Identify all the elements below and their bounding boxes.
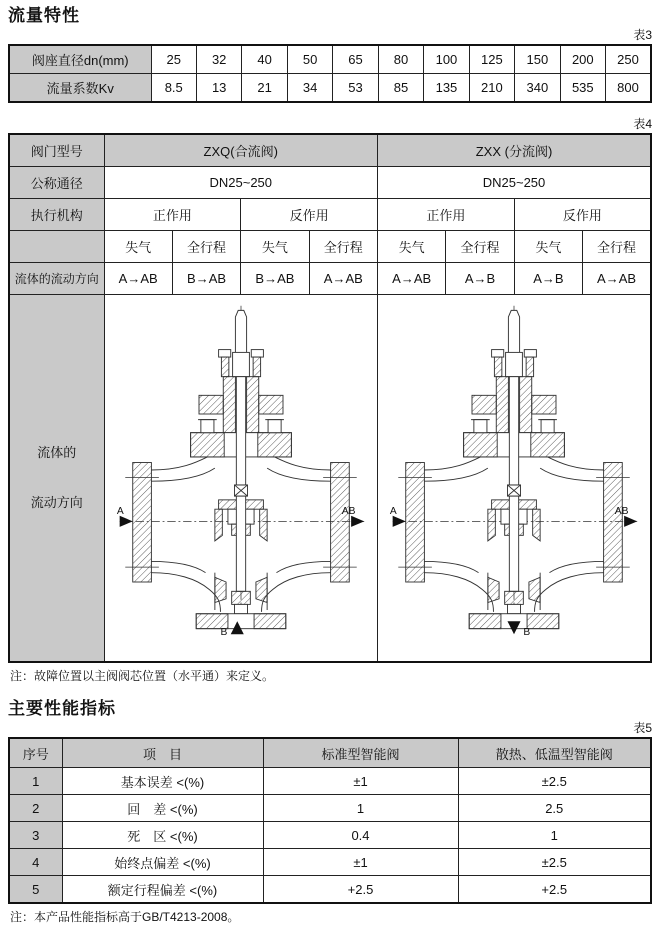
item-cell: 回 差 <(%): [62, 795, 263, 822]
model-zxx-cell: ZXX (分流阀): [378, 134, 652, 167]
lowtemp-value-cell: 1: [458, 822, 651, 849]
lowtemp-value-cell: 2.5: [458, 795, 651, 822]
lowtemp-value-cell: ±2.5: [458, 768, 651, 795]
table-row: [9, 849, 651, 876]
flow-cell: B→AB: [241, 263, 309, 295]
row-no-cell: 1: [9, 768, 62, 795]
state-cell: 失气: [104, 231, 172, 263]
standard-value-cell: ±1: [263, 768, 458, 795]
flow-cell: A→AB: [583, 263, 651, 295]
item-cell: 基本误差 <(%): [62, 768, 263, 795]
valve-diagram-zxq-cell: [104, 295, 378, 663]
dn-value-cell: 100: [424, 45, 469, 74]
dn-value-cell: 65: [333, 45, 378, 74]
table-row: [9, 263, 651, 295]
port-b-label: B: [220, 626, 228, 638]
valve-model-table: [8, 133, 652, 663]
state-cell: 全行程: [172, 231, 240, 263]
dn-value-cell: 125: [469, 45, 514, 74]
table-row: [9, 74, 651, 103]
dn-range-cell: DN25~250: [104, 167, 378, 199]
valve-cross-section-zxq: [110, 302, 372, 652]
dn-value-cell: 50: [287, 45, 332, 74]
kv-value-cell: 34: [287, 74, 332, 103]
col-item-header: 项 目: [62, 738, 263, 768]
state-cell: 失气: [378, 231, 446, 263]
standard-value-cell: 1: [263, 795, 458, 822]
dn-value-cell: 25: [151, 45, 196, 74]
actuator-header: 执行机构: [9, 199, 104, 231]
kv-value-cell: 21: [242, 74, 287, 103]
row-no-cell: 3: [9, 822, 62, 849]
nominal-diameter-header: 公称通径: [9, 167, 104, 199]
table4-note: 注：故障位置以主阀阀芯位置（水平通）来定义。: [10, 669, 275, 683]
table-row: [9, 167, 651, 199]
flow-direction-diagram-header: [9, 295, 104, 663]
valve-cross-section-zxx: [383, 302, 645, 652]
header-line: 流体的: [37, 445, 77, 460]
kv-value-cell: 135: [424, 74, 469, 103]
kv-value-cell: 340: [515, 74, 560, 103]
standard-value-cell: 0.4: [263, 822, 458, 849]
table5-label: 表5: [633, 721, 652, 735]
flow-cell: A→AB: [378, 263, 446, 295]
row-no-cell: 2: [9, 795, 62, 822]
flow-coefficient-table: [8, 44, 652, 103]
lowtemp-value-cell: ±2.5: [458, 849, 651, 876]
col-no-header: 序号: [9, 738, 62, 768]
standard-value-cell: ±1: [263, 849, 458, 876]
actuator-cell: 正作用: [378, 199, 515, 231]
kv-value-cell: 535: [560, 74, 605, 103]
item-cell: 死 区 <(%): [62, 822, 263, 849]
model-zxq-cell: ZXQ(合流阀): [104, 134, 378, 167]
state-cell: 全行程: [446, 231, 514, 263]
state-cell: 失气: [514, 231, 582, 263]
port-b-label: B: [523, 626, 531, 638]
valve-diagram-zxx-cell: [378, 295, 652, 663]
flow-cell: A→B: [446, 263, 514, 295]
table-row: [9, 795, 651, 822]
table3-label: 表3: [633, 28, 652, 42]
dn-value-cell: 40: [242, 45, 287, 74]
dn-range-cell: DN25~250: [378, 167, 652, 199]
port-ab-label: AB: [341, 505, 356, 517]
dn-value-cell: 80: [378, 45, 423, 74]
table4-label: 表4: [633, 117, 652, 131]
flow-characteristics-title: 流量特性: [8, 6, 80, 25]
table-row: [9, 199, 651, 231]
actuator-cell: 反作用: [241, 199, 378, 231]
table-row: [9, 45, 651, 74]
dn-value-cell: 150: [515, 45, 560, 74]
actuator-cell: 正作用: [104, 199, 241, 231]
flow-cell: A→AB: [104, 263, 172, 295]
performance-title: 主要性能指标: [8, 699, 116, 718]
table-header-row: [9, 738, 651, 768]
dn-value-cell: 200: [560, 45, 605, 74]
kv-value-cell: 210: [469, 74, 514, 103]
row-no-cell: 5: [9, 876, 62, 904]
kv-value-cell: 85: [378, 74, 423, 103]
port-a-label: A: [389, 505, 397, 517]
state-cell: 全行程: [309, 231, 377, 263]
col-standard-header: 标准型智能阀: [263, 738, 458, 768]
kv-value-cell: 800: [606, 74, 651, 103]
port-ab-label: AB: [614, 505, 629, 517]
table-row: [9, 876, 651, 904]
kv-value-cell: 53: [333, 74, 378, 103]
kv-value-cell: 8.5: [151, 74, 196, 103]
seat-diameter-header: 阀座直径dn(mm): [9, 45, 151, 74]
performance-table: [8, 737, 652, 904]
kv-header: 流量系数Kv: [9, 74, 151, 103]
state-cell: 全行程: [583, 231, 651, 263]
row-no-cell: 4: [9, 849, 62, 876]
actuator-cell: 反作用: [514, 199, 651, 231]
port-a-label: A: [116, 505, 124, 517]
col-lowtemp-header: 散热、低温型智能阀: [458, 738, 651, 768]
flow-cell: A→AB: [309, 263, 377, 295]
state-cell: 失气: [241, 231, 309, 263]
flow-cell: A→B: [514, 263, 582, 295]
dn-value-cell: 32: [196, 45, 241, 74]
lowtemp-value-cell: +2.5: [458, 876, 651, 904]
table-row: [9, 134, 651, 167]
flow-cell: B→AB: [172, 263, 240, 295]
table-row: [9, 231, 651, 263]
table5-note: 注：本产品性能指标高于GB/T4213-2008。: [10, 910, 240, 924]
flow-direction-header: 流体的流动方向: [9, 263, 104, 295]
empty-header-cell: [9, 231, 104, 263]
header-line: 流动方向: [30, 495, 83, 510]
table-row: [9, 295, 651, 663]
table-row: [9, 822, 651, 849]
kv-value-cell: 13: [196, 74, 241, 103]
dn-value-cell: 250: [606, 45, 651, 74]
item-cell: 额定行程偏差 <(%): [62, 876, 263, 904]
valve-model-header: 阀门型号: [9, 134, 104, 167]
item-cell: 始终点偏差 <(%): [62, 849, 263, 876]
standard-value-cell: +2.5: [263, 876, 458, 904]
table-row: [9, 768, 651, 795]
